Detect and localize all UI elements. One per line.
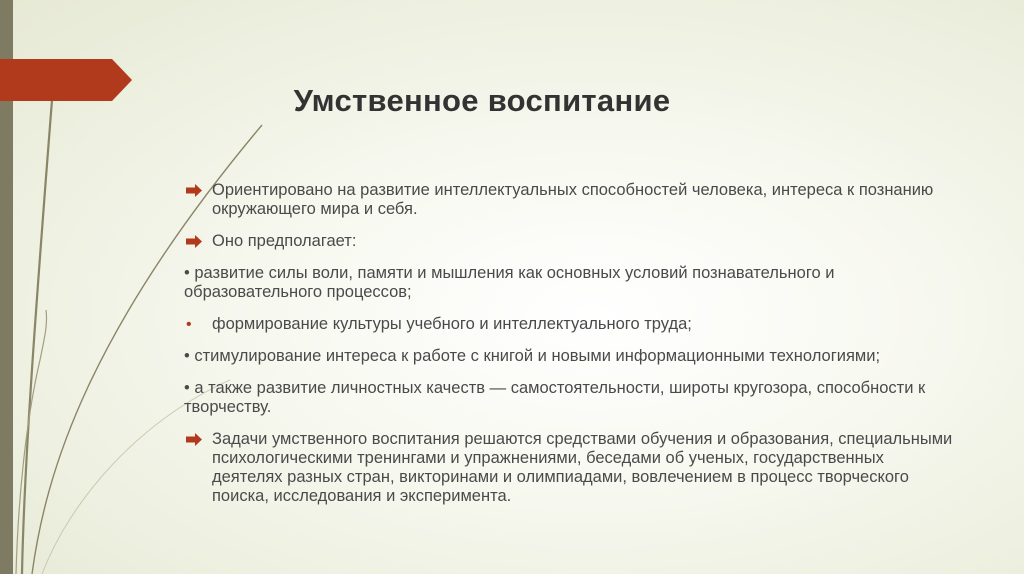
list-item-text: Ориентировано на развитие интеллектуальных способностей человека, интереса к познанию окружающего мира и себя. bbox=[212, 181, 934, 218]
list-item bbox=[184, 315, 954, 334]
list-item bbox=[184, 264, 954, 302]
slide-content bbox=[184, 181, 954, 519]
list-item bbox=[184, 181, 954, 219]
list-item bbox=[184, 430, 954, 506]
list-item bbox=[184, 347, 954, 366]
list-item-text: • развитие силы воли, памяти и мышления как основных условий познавательного и образовательного процессов; bbox=[184, 264, 835, 301]
list-item-text: Задачи умственного воспитания решаются средствами обучения и образования, специальными психологическими тренингами и упражнениями, беседами об ученых, государственных деятелях разных стран, викторинами и олимпиадами, вовлечением в процесс творческого поиска, исследования и эксперимента. bbox=[212, 430, 953, 505]
list-item-text: формирование культуры учебного и интеллектуального труда; bbox=[212, 315, 692, 333]
list-item-text: Оно предполагает: bbox=[212, 232, 357, 250]
dot-bullet-icon: • bbox=[186, 316, 192, 333]
list-item bbox=[184, 379, 954, 417]
arrow-bullet-icon bbox=[184, 430, 206, 449]
list-item-text: • а также развитие личностных качеств — самостоятельности, широты кругозора, способности к творчеству. bbox=[184, 379, 926, 416]
list-item bbox=[184, 232, 954, 251]
arrow-bullet-icon bbox=[184, 181, 206, 200]
slide-title: Умственное воспитание bbox=[293, 82, 671, 118]
arrow-bullet-icon bbox=[184, 232, 206, 251]
list-item-text: • стимулирование интереса к работе с книгой и новыми информационными технологиями; bbox=[184, 347, 881, 365]
